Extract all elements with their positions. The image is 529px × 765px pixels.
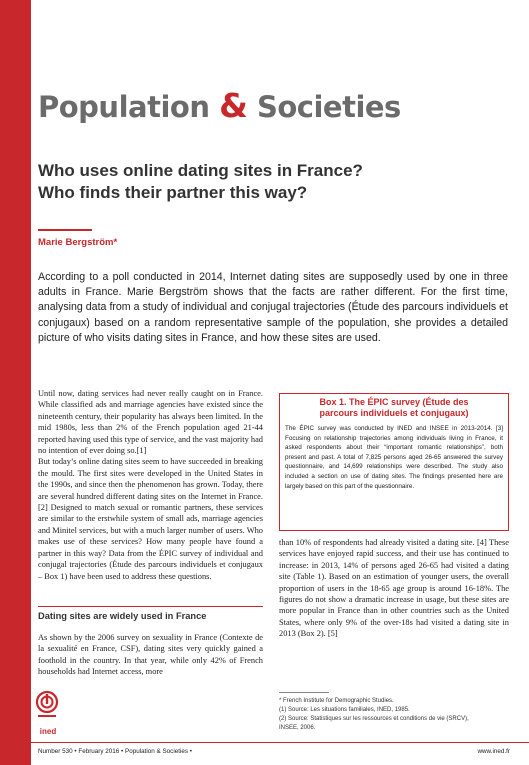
- footer-rule: [0, 742, 529, 743]
- article-title: [38, 160, 508, 204]
- paragraph-2: But today’s online dating sites seem to have succeeded in breaking the mould. The first sites were developed in the United States in the 1990s, and since then the phenomenon has grown. Today, there are several hundred different dating sites on the Internet in France. [2] Designed to match sexual or romantic partners, these services are similar to the erstwhile system of small ads, marriage agencies and Minitel services, but with a much larger number of users. Who makes use of these services? How many people have found a partner in this way? Data from the ÉPIC survey of individual and conjugal trajectories (Étude des parcours individuels et conjugaux – Box 1) have been used to address these questions.: [38, 457, 263, 581]
- ined-logo-text: ined: [39, 727, 57, 736]
- issue-number: Number 530: [42, 18, 87, 27]
- footer-left: Number 530 • February 2016 • Population & Societies •: [38, 748, 192, 755]
- masthead-ampersand: &: [219, 86, 248, 125]
- issue-date: February 2016: [42, 29, 95, 38]
- box-1-body: The ÉPIC survey was conducted by INED and INSEE in 2013-2014. [3] Focusing on relationship trajectories among individuals living in France, it asked respondents about their “important romantic relationships”, both present and past. A total of 7,825 persons aged 26-65 answered the survey questionnaire, and 14,699 relationships were described. The study also included a section on use of dating sites. The findings presented here are largely based on this part of the questionnaire.: [285, 425, 503, 490]
- footnote-2: (1) Source: Les situations familiales, INED, 1985.: [279, 707, 410, 713]
- title-line-1: Who uses online dating sites in France?: [38, 161, 363, 180]
- box-1-title-line-1: Box 1. The ÉPIC survey (Étude des: [319, 397, 469, 407]
- left-red-bar: [0, 0, 31, 765]
- footnote-divider: [279, 692, 329, 693]
- abstract: According to a poll conducted in 2014, Internet dating sites are supposedly used by one in three adults in France. Marie Bergström shows that the facts are rather different. For the first time, analysing data from a study of individual and conjugal trajectories (Étude des parcours individuels et conjugaux) based on a random representative sample of the population, she provides a detailed picture of who visits dating sites in France, and how these sites are used.: [38, 271, 508, 344]
- box-1-title-line-2: parcours individuels et conjugaux): [319, 408, 469, 418]
- issue-label: [38, 14, 128, 42]
- section-divider: [38, 606, 263, 607]
- title-line-2: Who finds their partner this way?: [38, 183, 308, 202]
- author-name: Marie Bergström*: [38, 237, 118, 248]
- title-divider: [38, 229, 92, 231]
- paragraph-3: As shown by the 2006 survey on sexuality in France (Contexte de la sexualité en France, CSF), dating sites very quickly gained a foothold in the country. In that year, while only 42% of French households had Internet access, more: [38, 633, 263, 677]
- masthead-population: Population: [38, 90, 210, 124]
- footnote-3a: (2) Source: Statistiques sur les ressources et conditions de vie (SRCV),: [279, 716, 469, 722]
- paragraph-1: Until now, dating services had never really caught on in France. While classified ads and marriage agencies have existed since the nineteenth century, their popularity has always been limited. In the mid 1980s, less than 2% of the French population aged 21-44 reported having used this type of service, and the vast majority had no intention of ever doing so.[1]: [38, 389, 263, 456]
- footnote-1: * French Institute for Demographic Studies.: [279, 698, 394, 704]
- column-2-text: [279, 537, 509, 640]
- ined-logo-icon: [35, 690, 59, 724]
- masthead-societies: Societies: [256, 90, 401, 124]
- paragraph-col2: than 10% of respondents had already visited a dating site. [4] These services have enjoyed rapid success, and their use has continued to increase: in 2013, 14% of persons aged 26-65 had visited a dating site (Table 1). Based on an estimation of younger users, the overall proportion of users in the 18-65 age group is around 16-18%. The figures do not show a dramatic increase in usage, but these sites are more popular in France than in other countries such as the United States, where only 9% of the over-18s had visited a dating site in 2013 (Box 2). [5]: [279, 538, 509, 639]
- box-1-title: [279, 397, 509, 419]
- footnotes: [279, 697, 509, 733]
- column-1-top: [38, 388, 263, 582]
- footnote-3b: INSEE, 2006.: [279, 725, 316, 731]
- column-1-bottom: [38, 632, 263, 678]
- masthead: [38, 86, 401, 125]
- footer-url[interactable]: www.ined.fr: [477, 748, 510, 755]
- section-heading: Dating sites are widely used in France: [38, 611, 207, 621]
